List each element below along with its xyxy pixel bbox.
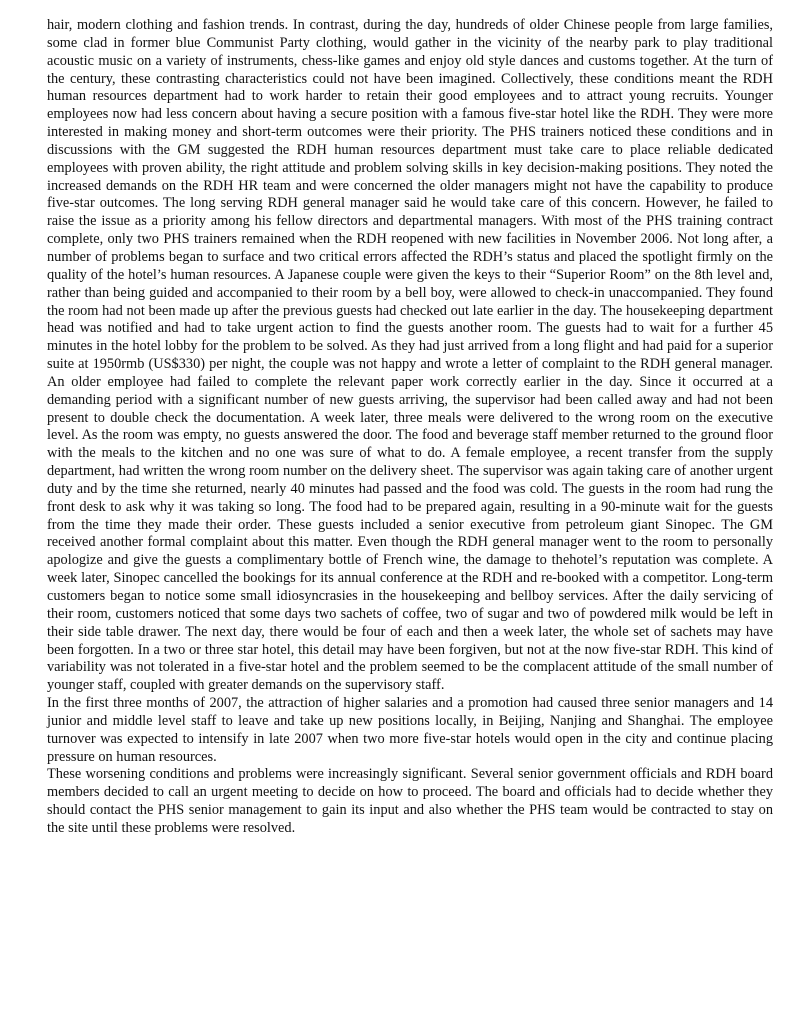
paragraph-staff-turnover: In the first three months of 2007, the attraction of higher salaries and a promotion had caused three senior managers and 14 junior and middle level staff to leave and take up new positions locally, in Beijing, Nanjing and Shanghai. The employee turnover was expected to intensify in late 2007 when two more five-star hotels would open in the city and continue placing pressure on human resources. xyxy=(47,695,773,765)
paragraph-case-narrative: hair, modern clothing and fashion trends. In contrast, during the day, hundreds of older Chinese people from large families, some clad in former blue Communist Party clothing, would gather in the vicinity of the nearby park to play traditional acoustic music on a variety of instruments, chess-like games and enjoy old style dances and customs together. At the turn of the century, these contrasting characteristics could not have been imagined. Collectively, these conditions meant the RDH human resources department had to work harder to retain their good employees and to attract young recruits. Younger employees now had less concern about having a secure position with a famous five-star hotel like the RDH. They were more interested in making money and short-term outcomes were their priority. The PHS trainers noticed these conditions and in discussions with the GM suggested the RDH human resources department must take care to place reliable dedicated employees with proven ability, the right attitude and problem solving skills in key decision-making positions. They noted the increased demands on the RDH HR team and were concerned the older managers might not have the capability to produce five-star outcomes. The long serving RDH general manager said he would take care of this concern. However, he failed to raise the issue as a priority among his fellow directors and departmental managers. With most of the PHS training contract complete, only two PHS trainers remained when the RDH reopened with new facilities in November 2006. Not long after, a number of problems began to surface and two critical errors affected the RDH’s status and placed the spotlight firmly on the quality of the hotel’s human resources. A Japanese couple were given the keys to their “Superior Room” on the 8th level and, rather than being guided and accompanied to their room by a bell boy, were allowed to check-in unaccompanied. They found the room had not been made up after the previous guests had checked out late earlier in the day. The housekeeping department head was notified and had to take urgent action to find the guests another room. The guests had to wait for a further 45 minutes in the hotel lobby for the problem to be solved. As they had just arrived from a long flight and had paid for a superior suite at 1950rmb (US$330) per night, the couple was not happy and wrote a letter of complaint to the RDH general manager. An older employee had failed to complete the relevant paper work correctly earlier in the day. Since it occurred at a demanding period with a significant number of new guests arriving, the supervisor had been called away and had not been present to double check the documentation. A week later, three meals were delivered to the wrong room on the executive level. As the room was empty, no guests answered the door. The food and beverage staff member returned to the ground floor with the meals to the kitchen and no one was sure of what to do. A female employee, a recent transfer from the supply department, had written the wrong room number on the delivery sheet. The supervisor was again taking care of another urgent duty and by the time she returned, nearly 40 minutes had passed and the food was cold. The guests in the room had rung the front desk to ask why it was taking so long. The food had to be prepared again, resulting in a 90-minute wait for the guests from the time they made their order. These guests included a senior executive from petroleum giant Sinopec. The GM received another formal complaint about this matter. Even though the RDH general manager went to the room to personally apologize and give the guests a complimentary bottle of French wine, the damage to thehotel’s reputation was complete. A week later, Sinopec cancelled the bookings for its annual conference at the RDH and re-booked with a competitor. Long-term customers began to notice some small idiosyncrasies in the housekeeping and bellboy services. After the daily servicing of their room, customers noticed that some days two sachets of coffee, two of sugar and two of powdered milk would be left in their side table drawer. The next day, there would be four of each and then a week later, the whole set of sachets may have been forgotten. In a two or three star hotel, this detail may have been forgiven, but not at the now five-star RDH. This kind of variability was not tolerated in a five-star hotel and the problem seemed to be the complacent attitude of the small number of younger staff, coupled with greater demands on the supervisory staff. xyxy=(47,17,773,694)
document-page xyxy=(47,17,773,838)
paragraph-board-decision: These worsening conditions and problems were increasingly significant. Several senior government officials and RDH board members decided to call an urgent meeting to decide on how to proceed. The board and officials had to decide whether they should contact the PHS senior management to gain its input and also whether the PHS team would be contracted to stay on the site until these problems were resolved. xyxy=(47,766,773,836)
